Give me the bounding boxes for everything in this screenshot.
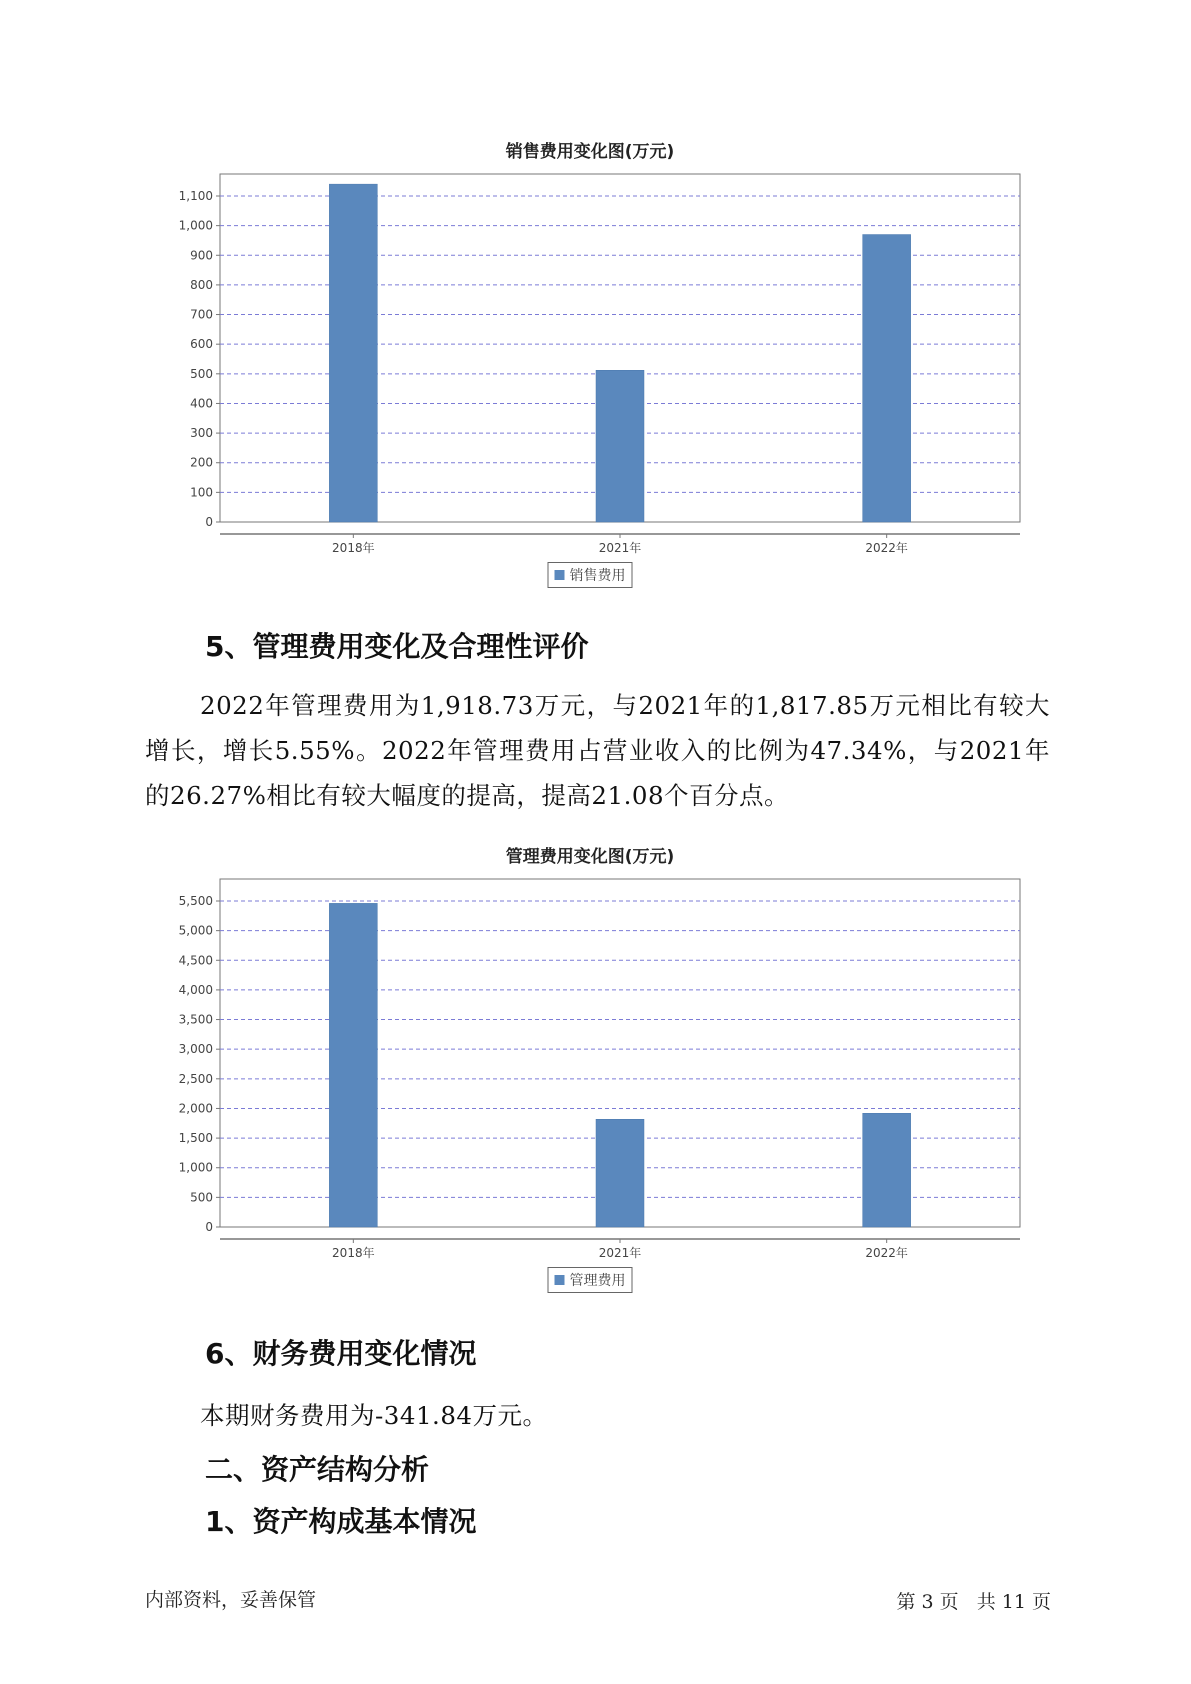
y-tick-label: 400 <box>190 396 213 411</box>
legend-swatch <box>555 1275 565 1285</box>
legend-swatch <box>555 570 565 580</box>
chart-plot <box>150 164 1030 555</box>
y-tick-label: 300 <box>190 426 213 441</box>
bar <box>329 903 377 1227</box>
y-tick-label: 800 <box>190 277 213 292</box>
legend-label: 管理费用 <box>569 1273 626 1289</box>
x-tick-label: 2021年 <box>598 1246 642 1260</box>
y-tick-label: 5,500 <box>178 894 213 908</box>
y-tick-label: 500 <box>190 366 213 381</box>
x-tick-label: 2022年 <box>865 541 908 555</box>
chart-legend <box>548 1267 633 1293</box>
admin-expense-chart <box>150 845 1030 1289</box>
y-tick-label: 5,000 <box>178 923 213 938</box>
bar <box>863 1113 911 1227</box>
y-tick-label: 1,000 <box>178 218 213 233</box>
y-tick-label: 4,000 <box>178 982 213 997</box>
y-tick-label: 200 <box>190 455 213 470</box>
chart-plot <box>150 869 1030 1260</box>
section-5-heading: 5、管理费用变化及合理性评价 <box>205 630 589 663</box>
sales-expense-chart <box>150 140 1030 584</box>
legend-label: 销售费用 <box>569 568 626 584</box>
y-tick-label: 2,000 <box>178 1101 213 1116</box>
section-6-paragraph: 本期财务费用为-341.84万元。 <box>200 1401 548 1430</box>
y-tick-label: 1,500 <box>178 1131 213 1146</box>
y-tick-label: 100 <box>190 485 213 500</box>
y-tick-label: 900 <box>190 248 213 263</box>
chart-title: 管理费用变化图(万元) <box>505 847 675 867</box>
bar <box>863 235 911 522</box>
chart-legend <box>548 562 633 588</box>
y-tick-label: 4,500 <box>178 953 213 968</box>
chart-title: 销售费用变化图(万元) <box>505 142 675 162</box>
section-two-subheading: 1、资产构成基本情况 <box>205 1505 477 1538</box>
x-tick-label: 2018年 <box>332 1246 375 1260</box>
section-5-paragraph: 2022年管理费用为1,918.73万元，与2021年的1,817.85万元相比有较大增长，增长5.55%。2022年管理费用占营业收入的比例为47.34%，与2021年的26.27%相比有较大幅度的提高，提高21.08个百分点。 <box>145 691 1050 810</box>
y-tick-label: 0 <box>205 1220 213 1234</box>
y-tick-label: 3,500 <box>178 1012 213 1027</box>
section-two-heading: 二、资产结构分析 <box>205 1453 430 1486</box>
x-tick-label: 2018年 <box>332 541 375 555</box>
bar <box>329 184 377 522</box>
footer-confidential-note: 内部资料，妥善保管 <box>145 1589 317 1611</box>
y-tick-label: 3,000 <box>178 1042 213 1057</box>
footer-page-number: 第 3 页 共 11 页 <box>896 1591 1051 1613</box>
bar <box>596 370 644 522</box>
y-tick-label: 500 <box>190 1190 213 1205</box>
section-6-heading: 6、财务费用变化情况 <box>205 1337 477 1370</box>
y-tick-label: 1,100 <box>178 189 213 203</box>
x-tick-label: 2022年 <box>865 1246 908 1260</box>
y-tick-label: 2,500 <box>178 1071 213 1086</box>
y-tick-label: 1,000 <box>178 1160 213 1175</box>
y-tick-label: 0 <box>205 515 213 529</box>
bar <box>596 1119 644 1227</box>
x-tick-label: 2021年 <box>598 541 642 555</box>
y-tick-label: 700 <box>190 307 213 322</box>
y-tick-label: 600 <box>190 337 213 352</box>
